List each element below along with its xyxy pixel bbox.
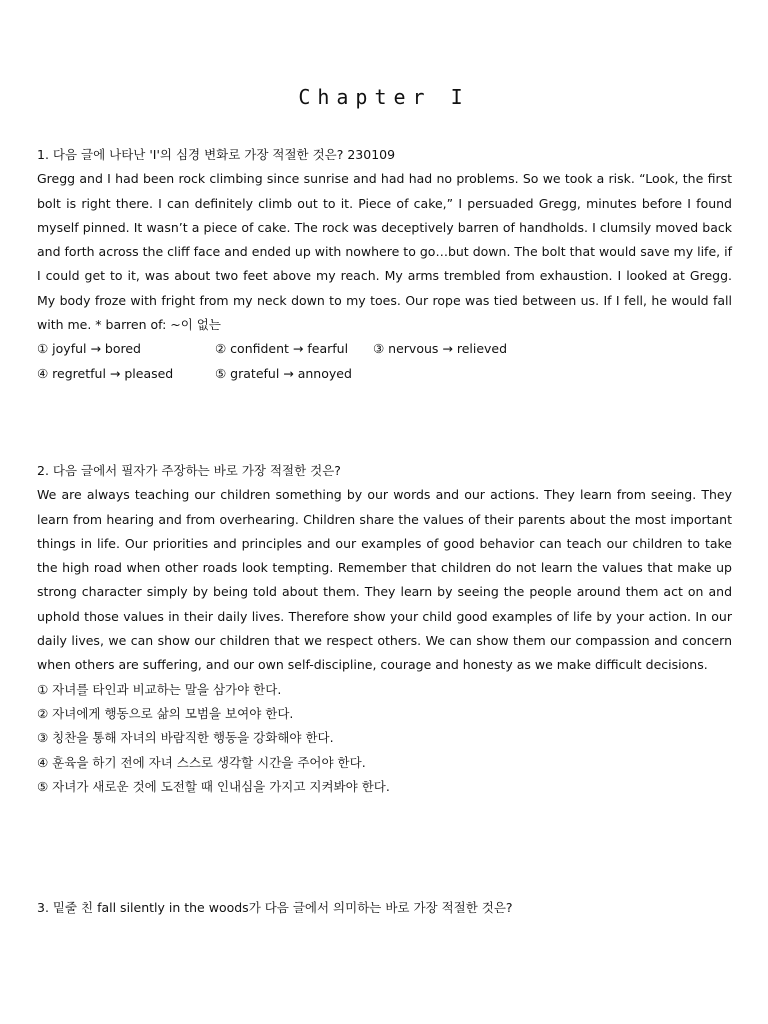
question-2-heading: 2. 다음 글에서 필자가 주장하는 바로 가장 적절한 것은? xyxy=(37,463,341,478)
question-3 xyxy=(37,896,732,920)
question-1-options-row-1 xyxy=(37,337,732,361)
chapter-title: Chapter I xyxy=(298,85,470,109)
question-2-option-2[interactable]: ② 자녀에게 행동으로 삶의 모범을 보여야 한다. xyxy=(37,705,294,721)
question-1-option-2[interactable]: ② confident → fearful xyxy=(215,341,349,357)
question-2-passage: We are always teaching our children something by our words and our actions. They learn from seeing. They learn from hearing and from overhearing. Children share the values of their parents about the most important things in life. Our priorities and principles and our examples of good behavior can teach our children to take the high road when other roads look tempting. Remember that children do not learn the values that make up strong character simply by being told about them. They learn by seeing the people around them act on and uphold those values in their daily lives. Therefore show your child good examples of life by your action. In our daily lives, we can show our children that we respect others. We can show them our compassion and concern when others are suffering, and our own self-discipline, courage and honesty as we make difficult decisions. xyxy=(37,487,732,673)
question-1-option-1[interactable]: ① joyful → bored xyxy=(37,341,141,357)
question-2-option-1[interactable]: ① 자녀를 타인과 비교하는 말을 삼가야 한다. xyxy=(37,681,282,697)
question-1-option-4[interactable]: ④ regretful → pleased xyxy=(37,365,174,381)
question-3-heading: 3. 밑줄 친 fall silently in the woods가 다음 글에서 의미하는 바로 가장 적절한 것은? xyxy=(37,900,513,915)
question-2-option-5[interactable]: ⑤ 자녀가 새로운 것에 도전할 때 인내심을 가지고 지켜봐야 한다. xyxy=(37,778,390,794)
question-1-option-5[interactable]: ⑤ grateful → annoyed xyxy=(215,365,352,381)
question-1 xyxy=(37,143,732,386)
question-1-heading: 1. 다음 글에 나타난 'I'의 심경 변화로 가장 적절한 것은? 230109 xyxy=(37,147,396,162)
question-1-options-row-2 xyxy=(37,362,732,386)
question-2-option-4[interactable]: ④ 훈육을 하기 전에 자녀 스스로 생각할 시간을 주어야 한다. xyxy=(37,754,366,770)
question-1-option-3[interactable]: ③ nervous → relieved xyxy=(373,341,508,357)
question-1-passage: Gregg and I had been rock climbing since sunrise and had had no problems. So we took a risk. “Look, the first bolt is right there. I can definitely climb out to it. Piece of cake,” I persuaded Gregg, minutes before I found myself pinned. It wasn’t a piece of cake. The rock was deceptively barren of handholds. I clumsily moved back and forth across the cliff face and ended up with nowhere to go…but down. The bolt that would save my life, if I could get to it, was about two feet above my reach. My arms trembled from exhaustion. I looked at Gregg. My body froze with fright from my neck down to my toes. Our rope was tied between us. If I fell, he would fall with me. * barren of: ~이 없는 xyxy=(37,171,732,333)
question-2 xyxy=(37,459,732,799)
question-2-option-3[interactable]: ③ 칭찬을 통해 자녀의 바람직한 행동을 강화해야 한다. xyxy=(37,730,334,746)
question-2-options xyxy=(37,678,732,799)
